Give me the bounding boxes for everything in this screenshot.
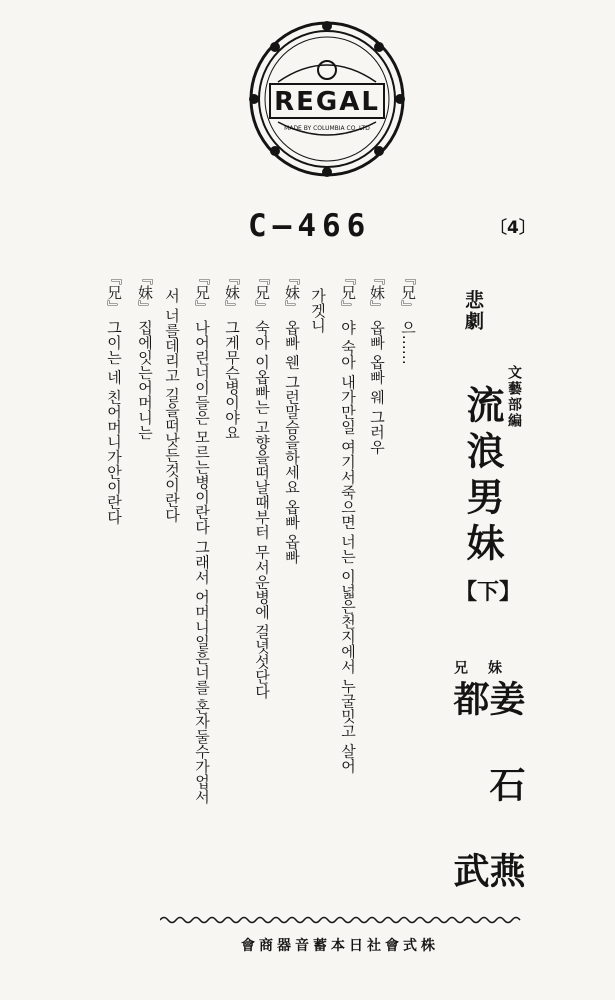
dialogue-line <box>192 270 212 804</box>
dialogue-line <box>222 270 242 440</box>
dialogue-text: 그게무슨병이야요 <box>223 319 241 440</box>
dialogue-line <box>338 270 358 773</box>
logo-small-text: MADE BY COLUMBIA CO. LTD <box>284 125 370 132</box>
dialogue-line <box>135 270 155 440</box>
cast-role-sister: 妹 <box>486 660 502 674</box>
department: 文藝部編 <box>506 365 522 429</box>
genre: 悲劇 <box>462 290 484 332</box>
dialogue-line <box>162 288 182 523</box>
dialogue-line <box>367 270 387 454</box>
catalog-number: C—466 <box>248 208 372 244</box>
speaker-label: 『兄』 <box>399 270 417 315</box>
dialogue-text: 옵빠 옵빠 웨 그러우 <box>368 319 386 455</box>
title-block <box>452 290 494 332</box>
wavy-divider <box>160 915 525 925</box>
speaker-label: 『妹』 <box>136 270 154 315</box>
cast-role-brother: 兄 <box>452 660 468 674</box>
speaker-label: 『兄』 <box>105 270 123 315</box>
dialogue-text: 나어린너이들은 모르는병이란다 그래서 어머니일흔너를 혼자둘수가업서 <box>193 319 211 804</box>
dialogue-line <box>104 270 124 524</box>
speaker-label: 『妹』 <box>223 270 241 315</box>
publisher-footer: 株式會社日本蓄音器商會 <box>241 938 439 954</box>
speaker-label: 『妹』 <box>283 270 301 315</box>
part-label: 【下】 <box>455 579 522 605</box>
dialogue-text: 숙아 이옵빠는 고향을떠날때부터 무서운병에 걸녓섯단다 <box>253 319 271 699</box>
logo-brand-text: REGAL <box>274 87 380 117</box>
regal-logo <box>248 20 406 178</box>
speaker-label: 『兄』 <box>253 270 271 315</box>
speaker-label: 『妹』 <box>368 270 386 315</box>
dialogue-text: 집에잇는어머니는 <box>136 319 154 440</box>
speaker-label: 『兄』 <box>193 270 211 315</box>
dialogue-line <box>398 270 418 365</box>
speaker-label: 『兄』 <box>339 270 357 315</box>
dialogue-text: 야 숙아 내가만일 여기서죽으면 너는 이넓은천지에서 누굴밋고 살어 <box>339 319 357 774</box>
dialogue-text: 으…… <box>399 319 417 365</box>
dialogue-text: 옵빠 웬 그런말슴을하세요 옵빠 옵빠 <box>283 319 301 564</box>
page-number: 〔4〕 <box>490 218 536 238</box>
record-label-icon <box>248 20 406 178</box>
cast-name-brother: 都 武 <box>448 680 490 938</box>
main-title: 流浪男妹 <box>460 385 505 569</box>
dialogue-text: 가겟니 <box>309 288 327 333</box>
cast-name-sister: 姜石燕 <box>484 680 526 938</box>
dialogue-text: 서 너를데리고 길을떠낫든것이란다 <box>163 288 181 523</box>
dialogue-line <box>252 270 272 699</box>
dialogue-line <box>282 270 302 564</box>
dialogue-text: 그이는 네 친어머니가안이란다 <box>105 319 123 525</box>
dialogue-line <box>308 288 328 333</box>
